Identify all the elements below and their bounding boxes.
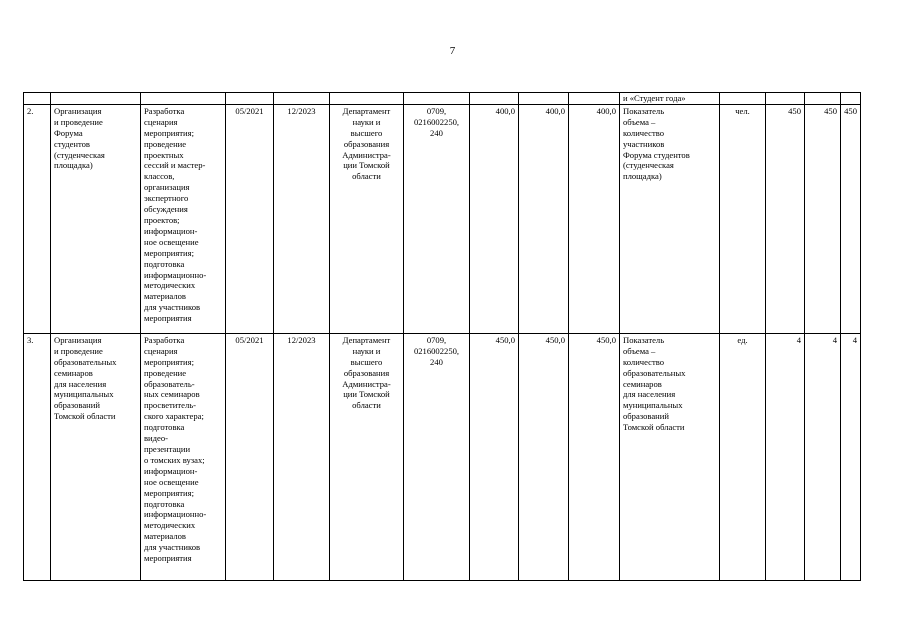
continuation-row [24,93,861,105]
cell-text-line: сценария [144,116,178,127]
row-number: 2. [24,104,51,333]
cell-text-line: области [352,171,381,182]
start-date: 05/2021 [226,104,274,333]
measures-table [23,92,861,581]
cell-text-line: обсуждения [144,204,188,215]
cell-text-line: объема – [623,345,656,356]
cell-text-line: подготовка [144,498,185,509]
cell [141,93,226,105]
cell-text-line: материалов [144,291,186,302]
cell-text-line: экспертного [144,193,189,204]
cell-text-line: Показатель [623,105,665,116]
cell-text-line: Форума [54,127,83,138]
cell-text-line: образовательных [623,367,686,378]
indicator-value-3: 4 [841,333,861,580]
cell-text-line: участников [623,138,665,149]
cell-text-line: Форума студентов [623,149,690,160]
cell-text-line: сессий и мастер- [144,160,206,171]
cell [470,93,519,105]
cell-text-line: ных семинаров [144,389,200,400]
funding-total: 400,0 [470,104,519,333]
cell-text-line: 0709, [426,334,447,345]
cell-text-line: семинаров [623,378,662,389]
cell-text-line: проектов; [144,214,180,225]
cell-text-line: семинаров [54,367,93,378]
cell-text-line: студентов [54,138,90,149]
indicator-value-2: 4 [805,333,841,580]
cell-text-line: материалов [144,531,186,542]
end-date: 12/2023 [274,333,330,580]
cell [226,93,274,105]
cell [720,93,766,105]
cell [404,93,470,105]
cell-text-line: (студенческая [623,160,674,171]
start-date: 05/2021 [226,333,274,580]
cell-text-line: организация [144,182,190,193]
cell [330,93,404,105]
cell-text-line: образователь- [144,378,195,389]
cell-text-line: проектных [144,149,184,160]
cell-text-line: ции Томской [343,389,390,400]
end-date: 12/2023 [274,104,330,333]
cell-text-line: 240 [430,356,443,367]
cell [274,93,330,105]
cell-text-line: для участников [144,302,201,313]
cell-text-line: площадка) [54,160,93,171]
cell-text-line: информацион- [144,465,198,476]
cell-text-line: проведение [144,138,187,149]
cell-text-line: Томской области [623,422,685,433]
cell-text-line: мероприятия; [144,356,194,367]
cell [51,93,141,105]
cell-text-line: Организация [54,105,102,116]
budget-code-cell [404,104,470,333]
funding-year-1: 450,0 [519,333,569,580]
cell-text-line: площадка) [623,171,662,182]
cell-text-line: мероприятия [144,313,192,324]
cell-text-line: (студенческая [54,149,105,160]
cell-text-line: для участников [144,542,201,553]
unit-cell: ед. [720,333,766,580]
cell-text-line: Администра- [342,378,391,389]
cell-text-line: Администра- [342,149,391,160]
cell-text-line: для населения [54,378,107,389]
page-number: 7 [449,45,456,57]
cell-text-line: подготовка [144,422,185,433]
cell-text-line: Разработка [144,334,185,345]
cell [519,93,569,105]
cell-text-line: муниципальных [54,389,114,400]
cell-text-line: 0216002250, [413,116,460,127]
cell-text-line: классов, [144,171,175,182]
cell-text-line: и проведение [54,345,103,356]
cell-text-line: информацион- [144,225,198,236]
cell-text-line: Организация [54,334,102,345]
cell-text-line: количество [623,127,665,138]
indicator-value-1: 450 [766,104,805,333]
indicator-value-2: 450 [805,104,841,333]
cell-text-line: просветитель- [144,400,197,411]
cell-text-line: презентации [144,443,191,454]
funding-year-2: 400,0 [569,104,620,333]
budget-code-cell [404,333,470,580]
funding-year-2: 450,0 [569,333,620,580]
cell-text-line: образования [343,138,390,149]
cell-text-line: мероприятия; [144,247,194,258]
cell-text-line: информационно- [144,509,207,520]
event-name-cell [51,104,141,333]
cell [24,93,51,105]
cell-text-line: и проведение [54,116,103,127]
funding-year-1: 400,0 [519,104,569,333]
funding-total: 450,0 [470,333,519,580]
indicator-value-1: 4 [766,333,805,580]
cell-text-line: высшего [350,127,383,138]
indicator-cell [620,333,720,580]
cell [805,93,841,105]
cell-text-line: науки и [352,345,381,356]
cell-text-line: 240 [430,127,443,138]
executor-cell [330,104,404,333]
cell-text-line: ского характера; [144,411,204,422]
cell-text-line: образования [343,367,390,378]
cell-text-line: Показатель [623,334,665,345]
indicator-value-3: 450 [841,104,861,333]
cell-text-line: Разработка [144,105,185,116]
cell [841,93,861,105]
cell-text-line: проведение [144,367,187,378]
cell-text-line: 0709, [426,105,447,116]
cell-text-line: информационно- [144,269,207,280]
cell-text-line: высшего [350,356,383,367]
cell-text-line: образований [623,411,669,422]
table-row [24,104,861,333]
cell-text-line: науки и [352,116,381,127]
table-row [24,333,861,580]
cell-text-line: объема – [623,116,656,127]
indicator-continuation-cell: и «Студент года» [620,93,720,105]
event-content-cell [141,104,226,333]
cell-text-line: о томских вузах; [144,454,205,465]
indicator-cell [620,104,720,333]
cell-text-line: мероприятия; [144,127,194,138]
cell [766,93,805,105]
event-content-cell [141,333,226,580]
cell [569,93,620,105]
cell-text-line: 0216002250, [413,345,460,356]
cell-text-line: для населения [623,389,676,400]
unit-cell: чел. [720,104,766,333]
cell-text-line: сценария [144,345,178,356]
cell-text-line: методических [144,280,196,291]
cell-text-line: методических [144,520,196,531]
cell-text-line: муниципальных [623,400,683,411]
cell-text-line: области [352,400,381,411]
cell-text-line: видео- [144,433,169,444]
cell-text-line: подготовка [144,258,185,269]
cell-text-line: мероприятия [144,553,192,564]
cell-text-line: мероприятия; [144,487,194,498]
row-number: 3. [24,333,51,580]
cell-text-line: образований [54,400,100,411]
cell-text-line: Департамент [342,105,391,116]
cell-text-line: Томской области [54,411,116,422]
cell-text-line: ции Томской [343,160,390,171]
cell-text-line: ное освещение [144,476,199,487]
executor-cell [330,333,404,580]
cell-text-line: образовательных [54,356,117,367]
cell-text-line: ное освещение [144,236,199,247]
event-name-cell [51,333,141,580]
cell-text-line: Департамент [342,334,391,345]
cell-text-line: количество [623,356,665,367]
